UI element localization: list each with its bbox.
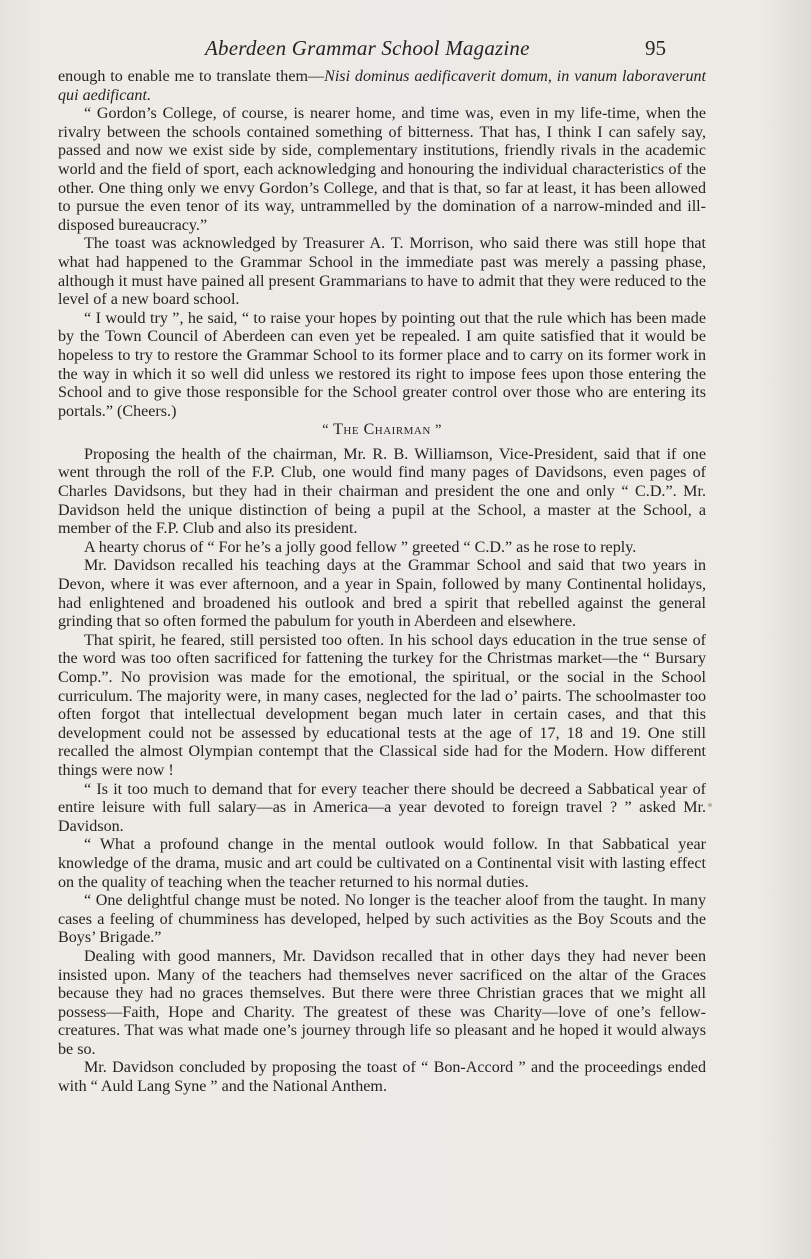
paper-speck (708, 803, 712, 807)
paragraph: “ One delightful change must be noted. No longer is the teacher aloof from the taught. In many cases a feeling of chumminess has developed, helped by such activities as the Boy Scouts and the Boys’ Brigade.” (58, 892, 706, 947)
section-heading-text: The Chairman (333, 421, 431, 439)
paragraph: Mr. Davidson recalled his teaching days at the Grammar School and said that two years in Devon, where it was ever afternoon, and a year in Spain, followed by many Continental holidays, had enlightened and broadened his outlook and bred a spirit that rebelled against the general grinding that so often formed the pabulum for youth in Aberdeen and elsewhere. (58, 557, 706, 631)
paragraph: “ Is it too much to demand that for every teacher there should be decreed a Sabbatical year of entire leisure with full salary—as in America—a year devoted to foreign travel ? ” asked Mr. Davidson. (58, 780, 706, 835)
paragraph-text: enough to enable me to translate them— (58, 68, 325, 85)
paragraph: Proposing the health of the chairman, Mr. R. B. Williamson, Vice-President, said that if one went through the roll of the F.P. Club, one would find many pages of Davidsons, even pages of Charles Davidsons, but they had in their chairman and president the one and only “ C.D.”. Mr. Davidson held the unique distinction of being a pupil at the School, a master at the School, a member of the F.P. Club and also its president. (58, 445, 706, 538)
article-body (58, 68, 706, 1097)
paragraph: Dealing with good manners, Mr. Davidson recalled that in other days they had never been insisted upon. Many of the teachers had themselves never sacrificed on the altar of the Graces because they had no graces themselves. But there were three Christian graces that we might all possess—Faith, Hope and Charity. The greatest of these was Charity—love of one’s fellow-creatures. That was what made one’s journey through life so pleasant and he hoped it would always be so. (58, 947, 706, 1058)
paragraph: “ Gordon’s College, of course, is nearer home, and time was, even in my life-time, when the rivalry between the schools contained something of bitterness. That has, I think I can safely say, passed and now we exist side by side, complementary institutions, friendly rivals in the academic world and the field of sport, each acknowledging and honouring the individual characteristics of the other. One thing only we envy Gordon’s College, and that is that, so far at least, it has been allowed to pursue the even tenor of its way, untrammelled by the domination of a narrow-minded and ill-disposed bureaucracy.” (58, 105, 706, 234)
paragraph: “ I would try ”, he said, “ to raise your hopes by pointing out that the rule which has been made by the Town Council of Aberdeen can even yet be repealed. I am quite satisfied that it would be hopeless to try to restore the Grammar School to its former place and to carry on its former work in the way in which it so well did unless we restored its right to impose fees upon those entering the School and to give those responsible for the School greater control over those who are entering its portals.” (Cheers.) (58, 309, 706, 420)
paragraph: The toast was acknowledged by Treasurer A. T. Morrison, who said there was still hope that what had happened to the Grammar School in the immediate past was merely a passing phase, although it must have pained all present Grammarians to have to admit that they were reduced to the level of a new board school. (58, 235, 706, 309)
paragraph: That spirit, he feared, still persisted too often. In his school days education in the true sense of the word was too often sacrificed for fattening the turkey for the Christmas market—the “ Bursary Comp.”. No provision was made for the emotional, the spiritual, or the social in the School curriculum. The majority were, in many cases, neglected for the lad o’ pairts. The schoolmaster too often forgot that intellectual development began much later in certain cases, and that this development could not be assessed by educational tests at the age of 17, 18 and 19. One still recalled the almost Olympian contempt that the Classical side had for the Modern. How different things were now ! (58, 631, 706, 779)
paragraph: A hearty chorus of “ For he’s a jolly good fellow ” greeted “ C.D.” as he rose to reply. (84, 538, 637, 556)
page-number: 95 (645, 36, 666, 60)
latin-quotation: Nisi dominus aedificaverit domum, in vanum laboraverunt qui aedificant. (58, 68, 707, 104)
section-heading: “ The Chairman ” (322, 421, 442, 439)
paragraph (58, 68, 706, 105)
paragraph: Mr. Davidson concluded by proposing the toast of “ Bon-Accord ” and the proceedings ended with “ Auld Lang Syne ” and the National Anthem. (58, 1059, 706, 1096)
page-header (0, 36, 811, 66)
running-title: Aberdeen Grammar School Magazine (205, 36, 530, 60)
paragraph: “ What a profound change in the mental outlook would follow. In that Sabbatical year knowledge of the drama, music and art could be cultivated on a Continental visit with lasting effect on the quality of teaching when the teacher returned to his normal duties. (58, 836, 706, 891)
